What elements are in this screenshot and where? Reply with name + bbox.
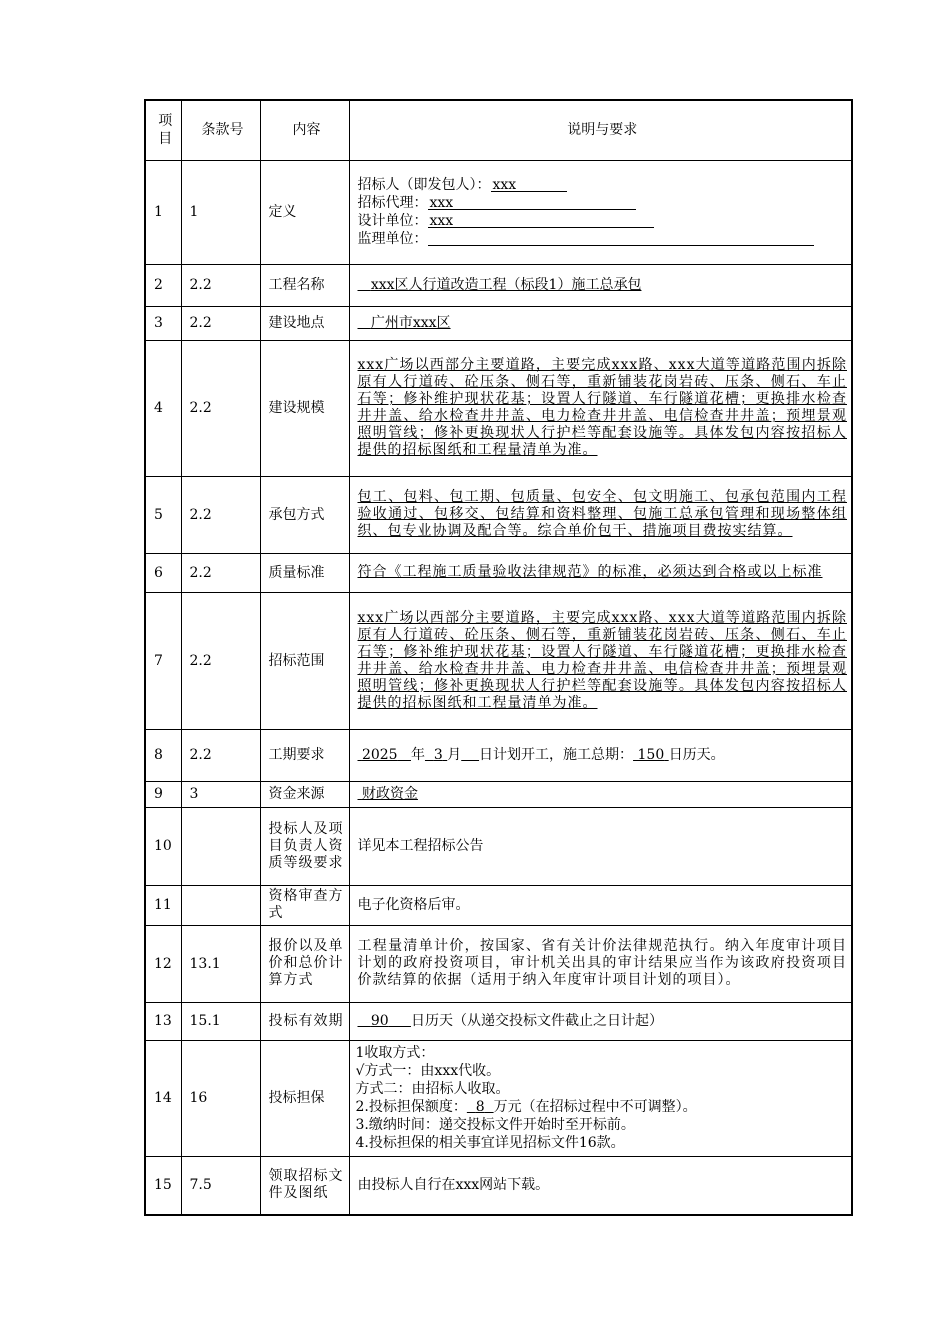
row-item: 6 bbox=[145, 553, 181, 592]
row-description: 由投标人自行在xxx网站下载。 bbox=[349, 1156, 852, 1215]
table-row bbox=[145, 781, 852, 807]
row-item: 8 bbox=[145, 729, 181, 781]
row-clause: 2.2 bbox=[181, 553, 260, 592]
row-name: 招标范围 bbox=[260, 592, 349, 729]
table-row bbox=[145, 885, 852, 925]
row-description bbox=[349, 264, 852, 306]
guarantee-line-2: √方式一：由xxx代收。 bbox=[355, 1063, 501, 1079]
agent-value: xxx bbox=[429, 195, 454, 211]
row-item: 9 bbox=[145, 781, 181, 807]
row-clause: 1 bbox=[181, 160, 260, 264]
header-content: 内容 bbox=[260, 100, 349, 160]
row-name: 领取招标文件及图纸 bbox=[260, 1156, 349, 1215]
designer-label: 设计单位： bbox=[357, 213, 428, 229]
row-name: 工期要求 bbox=[260, 729, 349, 781]
row-clause: 3 bbox=[181, 781, 260, 807]
row-name: 质量标准 bbox=[260, 553, 349, 592]
table-row bbox=[145, 807, 852, 885]
guarantee-line-1: 1收取方式： bbox=[355, 1045, 435, 1061]
row-item: 4 bbox=[145, 340, 181, 476]
row-clause bbox=[181, 807, 260, 885]
row-item: 3 bbox=[145, 306, 181, 340]
row-name: 建设规模 bbox=[260, 340, 349, 476]
validity-suffix: 日历天（从递交投标文件截止之日计起） bbox=[410, 1013, 663, 1029]
table-row bbox=[145, 1040, 852, 1156]
table-row bbox=[145, 264, 852, 306]
row-clause: 13.1 bbox=[181, 925, 260, 1002]
row-description bbox=[349, 729, 852, 781]
table-row bbox=[145, 476, 852, 553]
table-row bbox=[145, 592, 852, 729]
row-clause bbox=[181, 885, 260, 925]
agent-label: 招标代理： bbox=[357, 195, 428, 211]
tenderer-value: xxx bbox=[492, 177, 517, 193]
guarantee-line-6: 4.投标担保的相关事宜详见招标文件16款。 bbox=[355, 1135, 625, 1151]
bid-info-table bbox=[144, 99, 853, 1216]
quality-text: 符合《工程施工质量验收法律规范》的标准，必须达到合格或以上标准 bbox=[357, 564, 823, 580]
row-item: 15 bbox=[145, 1156, 181, 1215]
guarantee-amount-suffix: 万元（在招标过程中不可调整）。 bbox=[493, 1099, 697, 1115]
row-item: 7 bbox=[145, 592, 181, 729]
day-suffix: 日计划开工，施工总期： bbox=[479, 747, 634, 763]
row-description bbox=[349, 340, 852, 476]
row-item: 13 bbox=[145, 1002, 181, 1040]
duration-unit: 日历天。 bbox=[668, 747, 725, 763]
row-item: 12 bbox=[145, 925, 181, 1002]
row-description bbox=[349, 306, 852, 340]
row-name: 承包方式 bbox=[260, 476, 349, 553]
header-item: 项目 bbox=[145, 100, 181, 160]
row-name: 投标有效期 bbox=[260, 1002, 349, 1040]
row-description bbox=[349, 1002, 852, 1040]
row-item: 2 bbox=[145, 264, 181, 306]
guarantee-line-5: 3.缴纳时间：递交投标文件开始时至开标前。 bbox=[355, 1117, 635, 1133]
row-description bbox=[349, 553, 852, 592]
table-row bbox=[145, 340, 852, 476]
row-description bbox=[349, 1040, 852, 1156]
designer-value: xxx bbox=[429, 213, 454, 229]
table-row bbox=[145, 1002, 852, 1040]
table-header-row bbox=[145, 100, 852, 160]
scale-text: xxx广场以西部分主要道路，主要完成xxx路、xxx大道等道路范围内拆除原有人行道砖、砼压条、侧石等，重新铺装花岗岩砖、压条、侧石、车止石等；修补维护现状花基；设置人行隧道、车行隧道花槽；更换排水检查井井盖、给水检查井井盖、电力检查井井盖、电信检查井井盖；预埋景观照明管线；修补更换现状人行护栏等配套设施等。具体发包内容按招标人提供的招标图纸和工程量清单为准。 bbox=[357, 357, 847, 458]
project-location: 广州市xxx区 bbox=[370, 315, 451, 331]
row-item: 5 bbox=[145, 476, 181, 553]
row-description bbox=[349, 476, 852, 553]
total-duration: 150 bbox=[637, 747, 665, 763]
guarantee-amount-label: 2.投标担保额度： bbox=[355, 1099, 467, 1115]
table-row bbox=[145, 729, 852, 781]
row-name: 资格审查方式 bbox=[260, 885, 349, 925]
year-unit: 年 bbox=[410, 747, 425, 763]
row-clause: 16 bbox=[181, 1040, 260, 1156]
row-description: 工程量清单计价，按国家、省有关计价法律规范执行。纳入年度审计项目计划的政府投资项目，审计机关出具的审计结果应当作为该政府投资项目价款结算的依据（适用于纳入年度审计项目计划的项目）。 bbox=[349, 925, 852, 1002]
row-description: 电子化资格后审。 bbox=[349, 885, 852, 925]
table-row bbox=[145, 306, 852, 340]
row-clause: 2.2 bbox=[181, 592, 260, 729]
row-name: 资金来源 bbox=[260, 781, 349, 807]
row-clause: 2.2 bbox=[181, 476, 260, 553]
row-description bbox=[349, 160, 852, 264]
row-name: 工程名称 bbox=[260, 264, 349, 306]
row-clause: 15.1 bbox=[181, 1002, 260, 1040]
row-item: 14 bbox=[145, 1040, 181, 1156]
contract-mode-text: 包工、包料、包工期、包质量、包安全、包文明施工、包承包范围内工程验收通过、包移交、包结算和资料整理、包施工总承包管理和现场整体组织、包专业协调及配合等。综合单价包干、措施项目费按实结算。 bbox=[357, 489, 847, 539]
table-row bbox=[145, 1156, 852, 1215]
row-clause: 2.2 bbox=[181, 264, 260, 306]
fund-source: 财政资金 bbox=[361, 786, 418, 802]
row-item: 1 bbox=[145, 160, 181, 264]
row-description bbox=[349, 592, 852, 729]
scope-text: xxx广场以西部分主要道路，主要完成xxx路、xxx大道等道路范围内拆除原有人行道砖、砼压条、侧石等，重新铺装花岗岩砖、压条、侧石、车止石等；修补维护现状花基；设置人行隧道、车行隧道花槽；更换排水检查井井盖、给水检查井井盖、电力检查井井盖、电信检查井井盖；预埋景观照明管线；修补更换现状人行护栏等配套设施等。具体发包内容按招标人提供的招标图纸和工程量清单为准。 bbox=[357, 609, 847, 711]
row-clause: 2.2 bbox=[181, 340, 260, 476]
row-name: 定义 bbox=[260, 160, 349, 264]
row-name: 报价以及单价和总价计算方式 bbox=[260, 925, 349, 1002]
project-name: xxx区人行道改造工程（标段1）施工总承包 bbox=[370, 277, 642, 293]
row-description bbox=[349, 781, 852, 807]
validity-days: 90 bbox=[370, 1013, 389, 1029]
header-description: 说明与要求 bbox=[349, 100, 852, 160]
row-item: 10 bbox=[145, 807, 181, 885]
start-month: 3 bbox=[433, 747, 443, 763]
header-clause: 条款号 bbox=[181, 100, 260, 160]
row-name: 投标人及项目负责人资质等级要求 bbox=[260, 807, 349, 885]
start-year: 2025 bbox=[361, 747, 398, 763]
row-description: 详见本工程招标公告 bbox=[349, 807, 852, 885]
month-unit: 月 bbox=[447, 747, 462, 763]
table-row bbox=[145, 160, 852, 264]
row-clause: 2.2 bbox=[181, 306, 260, 340]
tenderer-label: 招标人（即发包人）： bbox=[357, 177, 491, 193]
table-row bbox=[145, 553, 852, 592]
supervisor-label: 监理单位： bbox=[357, 231, 428, 247]
row-name: 投标担保 bbox=[260, 1040, 349, 1156]
row-clause: 2.2 bbox=[181, 729, 260, 781]
row-clause: 7.5 bbox=[181, 1156, 260, 1215]
row-name: 建设地点 bbox=[260, 306, 349, 340]
guarantee-amount: 8 bbox=[475, 1099, 485, 1115]
row-item: 11 bbox=[145, 885, 181, 925]
guarantee-line-3: 方式二：由招标人收取。 bbox=[355, 1081, 510, 1097]
table-row bbox=[145, 925, 852, 1002]
